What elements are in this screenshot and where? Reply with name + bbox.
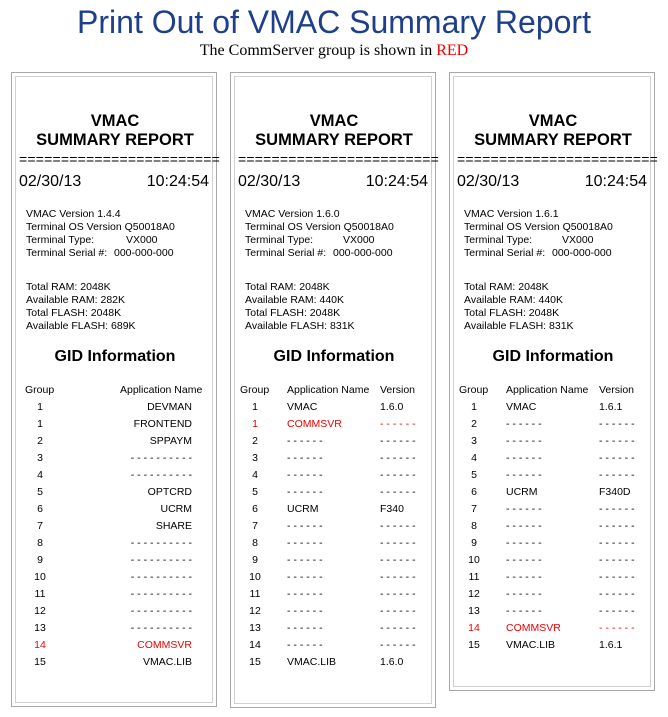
row-version: - - - - - - [380,554,416,566]
row-version: 1.6.1 [599,401,623,413]
separator: ======================== [457,151,659,167]
row-app-name: - - - - - - [506,537,542,549]
row-app-name: DEVMAN [147,401,192,413]
row-version: - - - - - - [380,639,416,651]
summary-report-panel [230,72,440,708]
row-version: - - - - - - [380,520,416,532]
col-version-header: Version [599,384,635,396]
row-version: - - - - - - [380,486,416,498]
row-app-name: - - - - - - [506,503,542,515]
total-flash: Total FLASH: 2048K [26,307,122,319]
row-app-name: - - - - - - [287,537,323,549]
report-heading-sub: SUMMARY REPORT [474,131,632,149]
row-group: 7 [252,520,258,532]
row-version: - - - - - - [599,537,635,549]
report-time: 10:24:54 [365,173,428,190]
report-time: 10:24:54 [584,173,647,190]
terminal-serial-value: 000-000-000 [333,247,393,259]
row-group: 1 [471,401,477,413]
page-title: Print Out of VMAC Summary Report [77,4,591,40]
row-version: - - - - - - [380,605,416,617]
row-group: 15 [34,656,46,668]
row-group: 7 [471,503,477,515]
row-app-name: VMAC.LIB [287,656,337,668]
terminal-type-label: Terminal Type: [464,234,533,246]
terminal-type-value: VX000 [562,234,594,246]
col-app-header: Application Name [506,384,589,396]
row-app-name: - - - - - - [506,418,542,430]
subtitle-text: The CommServer group is shown in [199,42,433,59]
row-version: - - - - - - [599,605,635,617]
row-app-name: SPPAYM [149,435,192,447]
row-version: 1.6.0 [380,401,404,413]
row-app-name: VMAC [287,401,318,413]
row-app-name: - - - - - - [287,452,323,464]
row-app-name: - - - - - - [287,486,323,498]
row-version: 1.6.1 [599,639,623,651]
row-app-name: - - - - - - [287,639,323,651]
available-flash: Available FLASH: 831K [464,320,574,332]
row-version: - - - - - - [380,622,416,634]
terminal-type-value: VX000 [126,234,158,246]
available-ram: Available RAM: 440K [464,294,564,306]
report-time: 10:24:54 [146,173,209,190]
col-group-header: Group [25,384,55,396]
row-group: 2 [37,435,43,447]
row-group: 13 [249,622,261,634]
row-app-name: - - - - - - [287,520,323,532]
row-group: 1 [37,401,43,413]
os-version: Terminal OS Version Q50018A0 [464,221,613,233]
row-app-name: COMMSVR [506,622,561,634]
row-version: - - - - - - [380,537,416,549]
summary-report-panel [449,72,659,691]
row-app-name: - - - - - - - - - - [130,469,192,481]
vmac-version: VMAC Version 1.6.1 [464,208,559,220]
row-app-name: - - - - - - [506,588,542,600]
row-group: 6 [252,503,258,515]
col-version-header: Version [380,384,416,396]
row-group: 15 [249,656,261,668]
row-group: 3 [471,435,477,447]
row-version: - - - - - - [380,588,416,600]
available-ram: Available RAM: 440K [245,294,345,306]
row-group: 9 [471,537,477,549]
row-version: F340 [380,503,404,515]
row-group: 1 [37,418,43,430]
row-version: - - - - - - [599,622,635,634]
row-version: - - - - - - [380,571,416,583]
os-version: Terminal OS Version Q50018A0 [245,221,394,233]
summary-report-panel [11,72,221,707]
gid-title: GID Information [54,348,176,365]
row-group: 6 [471,486,477,498]
total-ram: Total RAM: 2048K [245,281,330,293]
row-group: 14 [249,639,261,651]
row-group: 5 [252,486,258,498]
row-version: - - - - - - [380,418,416,430]
row-app-name: - - - - - - [287,435,323,447]
row-app-name: VMAC [506,401,537,413]
row-app-name: - - - - - - [287,469,323,481]
terminal-serial-label: Terminal Serial #: [464,247,546,259]
row-app-name: UCRM [287,503,319,515]
row-version: - - - - - - [599,571,635,583]
row-group: 12 [249,605,261,617]
row-app-name: - - - - - - [287,622,323,634]
row-app-name: - - - - - - - - - - [130,452,192,464]
row-group: 4 [252,469,258,481]
row-version: - - - - - - [599,435,635,447]
row-group: 11 [468,571,480,583]
available-flash: Available FLASH: 689K [26,320,136,332]
row-group: 10 [249,571,261,583]
row-group: 9 [37,554,43,566]
row-group: 8 [37,537,43,549]
gid-title: GID Information [273,348,395,365]
row-app-name: - - - - - - - - - - [130,554,192,566]
total-ram: Total RAM: 2048K [464,281,549,293]
total-flash: Total FLASH: 2048K [464,307,560,319]
row-group: 8 [252,537,258,549]
report-heading-sub: SUMMARY REPORT [36,131,194,149]
gid-title: GID Information [492,348,614,365]
row-group: 15 [468,639,480,651]
row-group: 12 [468,588,480,600]
row-group: 14 [34,639,46,651]
vmac-version: VMAC Version 1.6.0 [245,208,340,220]
row-group: 13 [468,605,480,617]
row-group: 3 [252,452,258,464]
row-group: 14 [468,622,480,634]
vmac-version: VMAC Version 1.4.4 [26,208,121,220]
row-group: 1 [252,418,258,430]
row-group: 2 [252,435,258,447]
row-app-name: - - - - - - [287,554,323,566]
row-group: 10 [468,554,480,566]
available-ram: Available RAM: 282K [26,294,126,306]
terminal-type-value: VX000 [343,234,375,246]
report-date: 02/30/13 [238,173,301,190]
row-version: - - - - - - [380,469,416,481]
row-app-name: - - - - - - - - - - [130,571,192,583]
total-ram: Total RAM: 2048K [26,281,111,293]
row-group: 5 [471,469,477,481]
report-heading: VMAC [309,112,359,130]
terminal-serial-value: 000-000-000 [552,247,612,259]
row-app-name: - - - - - - - - - - [130,605,192,617]
row-version: - - - - - - [599,588,635,600]
col-group-header: Group [240,384,270,396]
row-version: 1.6.0 [380,656,404,668]
col-app-header: Application Name [287,384,370,396]
subtitle-red: RED [436,42,469,59]
row-version: - - - - - - [599,554,635,566]
terminal-type-label: Terminal Type: [245,234,314,246]
row-app-name: - - - - - - [506,554,542,566]
row-group: 4 [471,452,477,464]
row-group: 9 [252,554,258,566]
separator: ======================== [19,151,221,167]
row-app-name: UCRM [506,486,538,498]
row-app-name: - - - - - - [506,469,542,481]
row-app-name: - - - - - - - - - - [130,588,192,600]
terminal-type-label: Terminal Type: [26,234,95,246]
row-app-name: VMAC.LIB [142,656,192,668]
row-app-name: - - - - - - - - - - [130,622,192,634]
row-version: - - - - - - [599,469,635,481]
row-version: F340D [599,486,631,498]
row-version: - - - - - - [599,418,635,430]
row-app-name: - - - - - - [506,452,542,464]
row-app-name: VMAC.LIB [506,639,556,651]
row-group: 13 [34,622,46,634]
row-app-name: UCRM [160,503,192,515]
row-version: - - - - - - [599,503,635,515]
row-app-name: FRONTEND [133,418,192,430]
report-heading: VMAC [528,112,578,130]
row-app-name: - - - - - - [506,605,542,617]
row-group: 7 [37,520,43,532]
report-date: 02/30/13 [19,173,82,190]
row-group: 10 [34,571,46,583]
row-app-name: - - - - - - [506,435,542,447]
row-app-name: COMMSVR [137,639,192,651]
total-flash: Total FLASH: 2048K [245,307,341,319]
report-heading-sub: SUMMARY REPORT [255,131,413,149]
row-app-name: - - - - - - - - - - [130,537,192,549]
available-flash: Available FLASH: 831K [245,320,355,332]
row-app-name: SHARE [155,520,192,532]
separator: ======================== [238,151,440,167]
col-app-header: Application Name [120,384,203,396]
row-version: - - - - - - [380,435,416,447]
row-group: 11 [34,588,46,600]
row-group: 5 [37,486,43,498]
report-date: 02/30/13 [457,173,520,190]
terminal-serial-label: Terminal Serial #: [26,247,108,259]
row-app-name: - - - - - - [506,571,542,583]
row-group: 1 [252,401,258,413]
row-group: 4 [37,469,43,481]
report-heading: VMAC [90,112,140,130]
row-version: - - - - - - [599,520,635,532]
row-app-name: - - - - - - [287,605,323,617]
row-group: 8 [471,520,477,532]
row-group: 2 [471,418,477,430]
row-group: 12 [34,605,46,617]
row-app-name: - - - - - - [287,588,323,600]
subtitle [0,42,668,60]
terminal-serial-value: 000-000-000 [114,247,174,259]
col-group-header: Group [459,384,489,396]
row-group: 11 [249,588,261,600]
row-app-name: COMMSVR [287,418,342,430]
row-version: - - - - - - [599,452,635,464]
row-app-name: - - - - - - [287,571,323,583]
row-group: 3 [37,452,43,464]
os-version: Terminal OS Version Q50018A0 [26,221,175,233]
row-app-name: - - - - - - [506,520,542,532]
terminal-serial-label: Terminal Serial #: [245,247,327,259]
row-app-name: OPTCRD [147,486,192,498]
row-version: - - - - - - [380,452,416,464]
row-group: 6 [37,503,43,515]
